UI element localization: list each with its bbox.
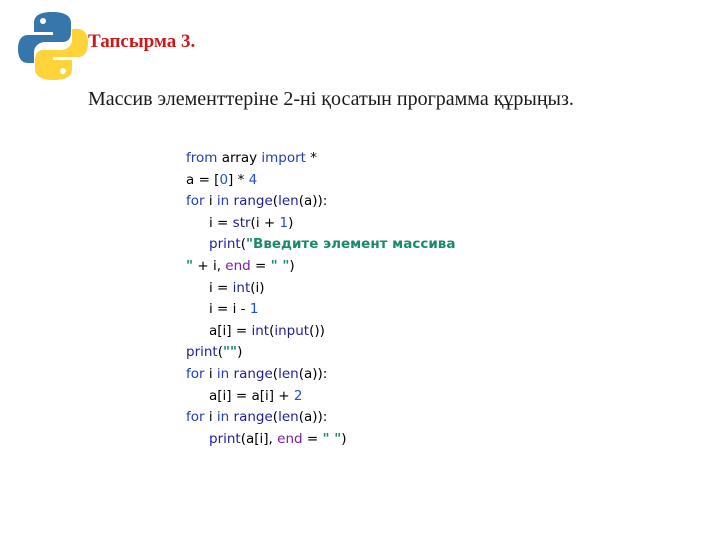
code-line: [186, 299, 455, 321]
code-text: ): [341, 430, 347, 447]
code-builtin: range: [233, 193, 273, 210]
code-builtin: int: [232, 279, 251, 296]
code-line: [186, 148, 455, 170]
code-keyword: for: [186, 365, 205, 382]
code-builtin: str: [232, 214, 251, 231]
code-text: *: [305, 150, 318, 166]
code-text: ): [289, 257, 295, 274]
code-keyword: for: [186, 193, 205, 210]
code-line: [186, 191, 455, 213]
code-keyword: for: [186, 409, 205, 426]
code-text: (: [240, 236, 247, 253]
code-builtin: int: [251, 322, 270, 339]
code-line: [186, 364, 455, 386]
code-string: "Введите элемент массива: [246, 236, 456, 253]
python-logo-icon: [18, 10, 88, 82]
code-text: ): [288, 214, 294, 231]
code-text: (a)):: [298, 409, 328, 426]
code-builtin: print: [186, 344, 218, 361]
code-keyword: in: [216, 409, 230, 426]
code-text: a[i] =: [209, 322, 252, 339]
code-string: " ": [270, 257, 290, 274]
code-text: i: [204, 365, 217, 382]
code-string: "": [223, 344, 238, 361]
code-builtin: len: [278, 409, 299, 426]
code-line: [186, 429, 455, 451]
code-text: ()): [309, 322, 325, 339]
code-text: (i +: [250, 214, 280, 231]
code-line: [186, 342, 455, 364]
code-text: (: [269, 322, 275, 339]
code-text: (i): [250, 279, 265, 296]
code-builtin: print: [209, 236, 241, 253]
code-text: =: [302, 430, 323, 447]
code-line: [186, 234, 455, 256]
code-text: (: [272, 409, 279, 426]
code-string: " ": [322, 430, 342, 447]
code-text: ): [237, 344, 243, 361]
code-text: a[i] = a[i] +: [209, 387, 294, 404]
code-line: [186, 170, 455, 192]
code-builtin: range: [233, 409, 273, 426]
code-keyword: in: [216, 193, 230, 210]
code-text: ] *: [228, 171, 249, 188]
code-text: =: [250, 257, 271, 274]
code-text: i: [204, 409, 217, 426]
code-named-arg: end: [277, 430, 303, 447]
code-keyword: from: [186, 150, 218, 166]
code-number: 4: [248, 171, 258, 188]
code-builtin: len: [278, 193, 299, 210]
code-line: [186, 278, 455, 300]
code-text: (a[i],: [240, 430, 278, 447]
code-builtin: input: [274, 322, 310, 339]
code-builtin: print: [209, 430, 241, 447]
task-title: Тапсырма 3.: [88, 31, 196, 52]
code-text: + i,: [193, 257, 226, 274]
task-description: Массив элементтеріне 2-ні қосатын программа құрыңыз.: [88, 88, 574, 110]
code-text: i =: [209, 279, 233, 296]
code-builtin: len: [278, 365, 299, 382]
code-keyword: import: [261, 150, 306, 166]
code-text: (a)):: [298, 193, 328, 210]
code-text: i =: [209, 214, 233, 231]
code-text: (a)):: [298, 365, 328, 382]
code-text: a = [: [186, 171, 220, 188]
code-line: [186, 386, 455, 408]
code-number: 1: [249, 301, 259, 318]
code-line: [186, 321, 455, 343]
code-number: 0: [219, 171, 229, 188]
code-named-arg: end: [225, 257, 251, 274]
code-text: i = i -: [209, 301, 250, 318]
code-number: 2: [293, 387, 303, 404]
code-line: [186, 407, 455, 429]
code-line: [186, 213, 455, 235]
code-keyword: in: [216, 365, 230, 382]
code-line: [186, 256, 455, 278]
code-builtin: range: [233, 365, 273, 382]
code-string: ": [186, 257, 194, 274]
code-number: 1: [279, 214, 289, 231]
code-text: (: [272, 365, 279, 382]
code-text: i: [204, 193, 217, 210]
code-block: [186, 148, 455, 450]
code-text: (: [272, 193, 279, 210]
code-text: array: [217, 150, 262, 166]
code-text: (: [217, 344, 224, 361]
